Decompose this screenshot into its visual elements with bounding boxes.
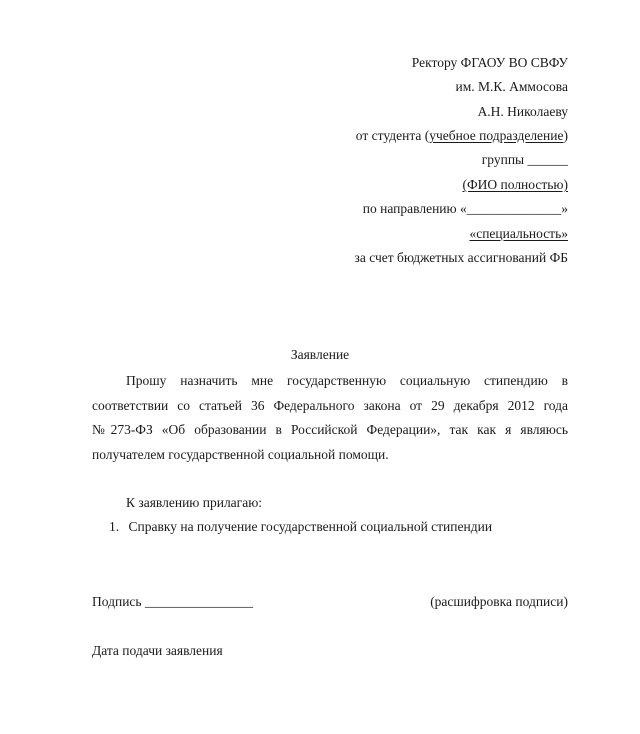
specialty-line: «специальность» — [469, 226, 568, 241]
from-prefix: от студента ( — [355, 128, 430, 143]
attachment-item-1 — [109, 519, 492, 535]
document-title: Заявление — [290, 347, 350, 362]
from-suffix: ) — [563, 128, 568, 143]
body-line-2: соответствии со статьей 36 Федерального закона от 29 декабря 2012 года — [92, 397, 568, 413]
fio-line: (ФИО полностью) — [462, 177, 568, 192]
body-line-3: №273-ФЗ «Об образовании в Российской Федерации», так как я являюсь — [92, 422, 568, 437]
attachments-intro: К заявлению прилагаю: — [126, 495, 263, 510]
addressee-line-3: А.Н. Николаеву — [477, 104, 568, 119]
addressee-line-1: Ректору ФГАОУ ВО СВФУ — [411, 55, 568, 70]
from-unit: учебное подразделение — [429, 128, 564, 143]
signature-decoding: (расшифровка подписи) — [430, 594, 568, 609]
direction-line: по направлению «______________» — [362, 201, 568, 216]
from-student-line — [356, 128, 568, 144]
group-line: группы ______ — [481, 152, 568, 167]
funding-line: за счет бюджетных ассигнований ФБ — [354, 250, 568, 265]
date-label: Дата подачи заявления — [92, 643, 223, 658]
attachment-text: Справку на получение государственной социальной стипендии — [128, 519, 493, 534]
body-line-4: получателем государственной социальной помощи. — [92, 446, 389, 462]
addressee-line-2: им. М.К. Аммосова — [455, 79, 568, 94]
request-paragraph — [92, 369, 568, 467]
body-line-1: Прошу назначить мне государственную социальную стипендию в — [126, 373, 568, 388]
attachment-number: 1. — [109, 519, 120, 534]
signature-label: Подпись ________________ — [92, 594, 253, 609]
